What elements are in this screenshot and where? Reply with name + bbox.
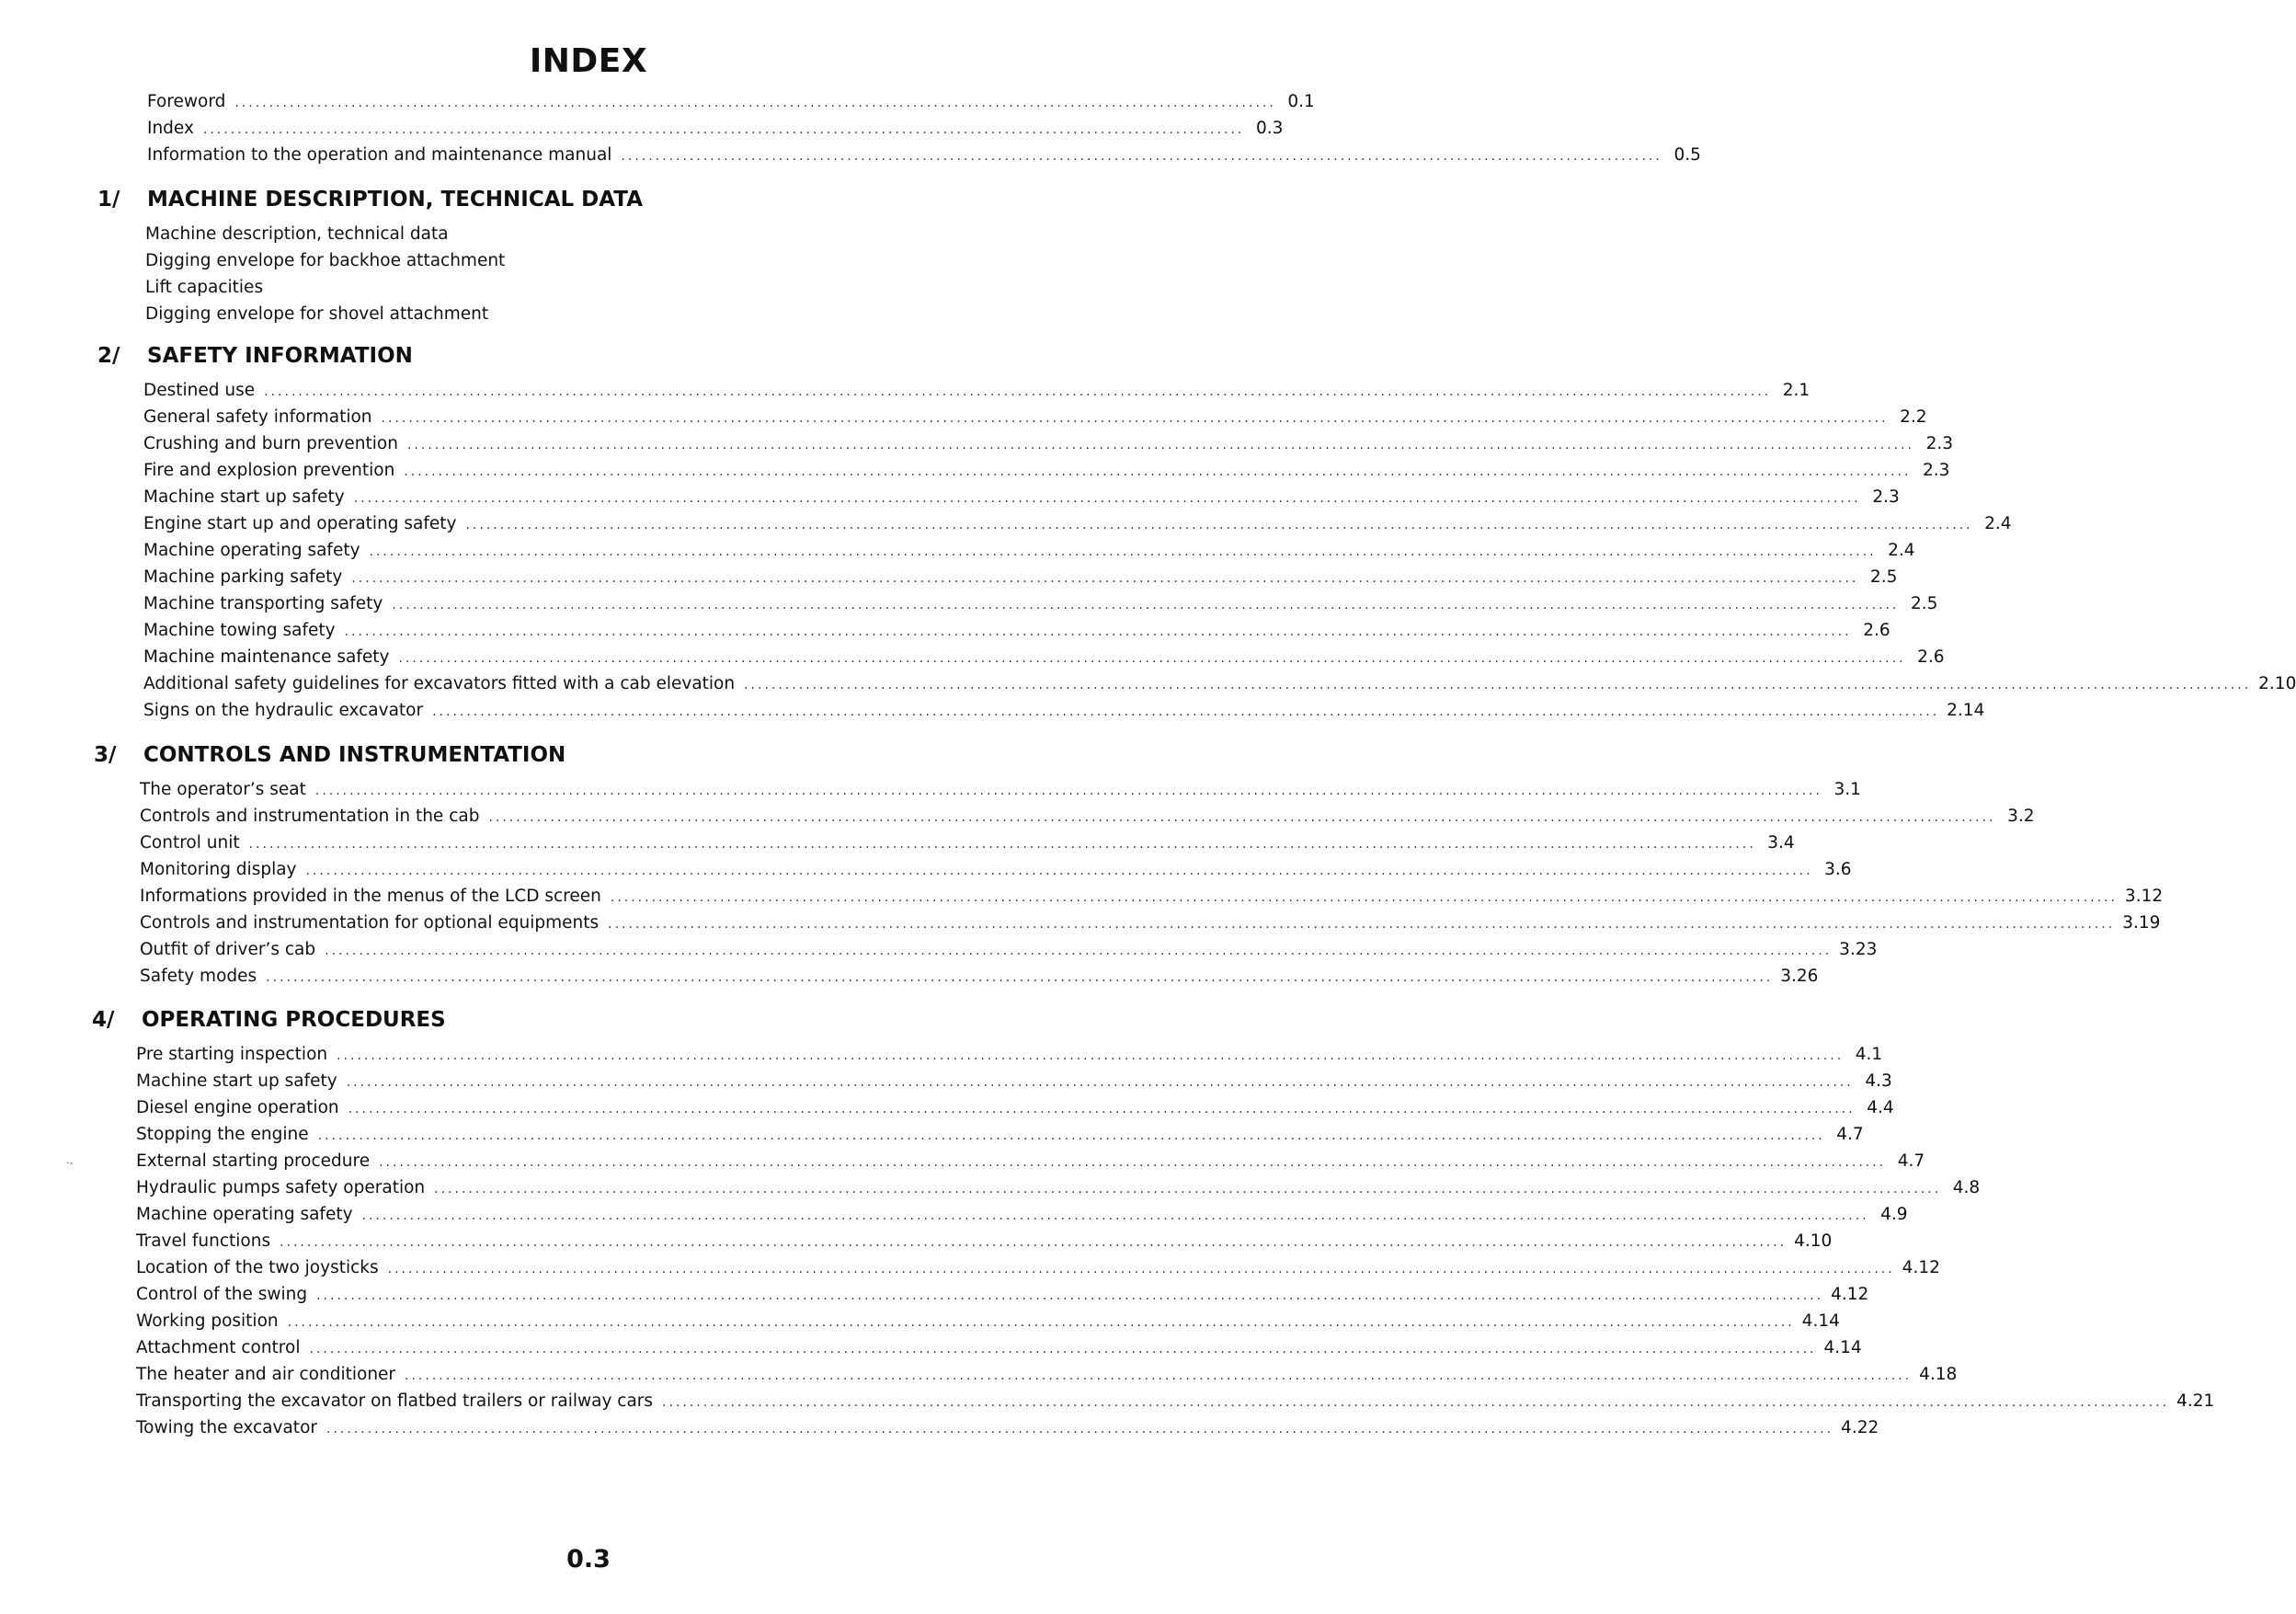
- toc-entry[interactable]: [147, 92, 1315, 119]
- toc-entry[interactable]: [136, 1098, 1894, 1125]
- toc-entry-label: Machine maintenance safety: [143, 647, 390, 667]
- toc-entry-page: 4.7: [1897, 1151, 1925, 1171]
- toc-entry-label: Engine start up and operating safety: [143, 514, 457, 533]
- dot-leader: ............................................................................................................................................................................................................................: [344, 624, 1852, 639]
- toc-entry[interactable]: [143, 381, 1811, 407]
- toc-entry-label: Lift capacities: [145, 278, 264, 297]
- toc-entry-label: Machine description, technical data: [145, 224, 449, 244]
- section-heading: [97, 344, 413, 368]
- toc-entry-page: 2.4: [1984, 514, 2012, 533]
- toc-entry-page: 4.4: [1867, 1098, 1894, 1117]
- dot-leader: ............................................................................................................................................................................................................................: [434, 1182, 1942, 1196]
- toc-entry-label: Crushing and burn prevention: [143, 434, 398, 453]
- section-list[interactable]: [136, 1045, 2215, 1445]
- toc-entry[interactable]: [136, 1258, 1940, 1285]
- toc-entry-page: 3.4: [1767, 833, 1795, 853]
- toc-entry[interactable]: [143, 487, 1900, 514]
- section-number: 3/: [94, 743, 117, 767]
- dot-leader: ............................................................................................................................................................................................................................: [662, 1395, 2170, 1410]
- toc-entry-label: Towing the excavator: [136, 1418, 317, 1437]
- toc-entry[interactable]: [140, 967, 1819, 993]
- toc-entry-page: 2.1: [1782, 381, 1811, 400]
- toc-entry-page: 2.3: [1922, 461, 1950, 480]
- dot-leader: ............................................................................................................................................................................................................................: [398, 651, 1906, 666]
- toc-entry-label: Pre starting inspection: [136, 1045, 328, 1064]
- dot-leader: ........................................................................................................................................................: [621, 149, 1662, 164]
- dot-leader: ........................................................................................................................................................: [234, 96, 1276, 110]
- toc-entry-page: 4.7: [1836, 1125, 1864, 1144]
- dot-leader: ............................................................................................................................................................................................................................: [316, 1288, 1824, 1303]
- section-list: [145, 224, 1070, 331]
- toc-entry-label: The operator’s seat: [140, 780, 306, 799]
- toc-entry-label: Machine parking safety: [143, 567, 343, 587]
- toc-entry-label: Attachment control: [136, 1338, 301, 1357]
- toc-entry-label: Safety modes: [140, 967, 257, 986]
- toc-entry-label: Additional safety guidelines for excavators fitted with a cab elevation: [143, 674, 736, 693]
- dot-leader: ............................................................................................................................................................................................................................: [305, 864, 1813, 878]
- dot-leader: ............................................................................................................................................................................................................................: [309, 1342, 1817, 1356]
- toc-entry-page: 4.8: [1952, 1178, 1981, 1197]
- dot-leader: ............................................................................................................................................................................................................................: [465, 518, 1973, 532]
- toc-entry-label: Monitoring display: [140, 860, 297, 879]
- toc-entry[interactable]: [136, 1285, 1869, 1311]
- toc-entry-page: 3.1: [1833, 780, 1861, 799]
- dot-leader: ............................................................................................................................................................................................................................: [608, 917, 2116, 932]
- toc-entry-label: Hydraulic pumps safety operation: [136, 1178, 426, 1197]
- toc-entry-label: Machine start up safety: [143, 487, 345, 507]
- dot-leader: ............................................................................................................................................................................................................................: [287, 1315, 1795, 1330]
- toc-entry[interactable]: [136, 1338, 1862, 1365]
- section-title: MACHINE DESCRIPTION, TECHNICAL DATA: [147, 188, 643, 212]
- dot-leader: ............................................................................................................................................................................................................................: [369, 544, 1877, 559]
- toc-entry-page: 2.3: [1925, 434, 1954, 453]
- toc-entry[interactable]: [136, 1125, 1864, 1151]
- toc-entry-label: Outfit of driver’s cab: [140, 940, 316, 959]
- toc-entry-label: Transporting the excavator on flatbed trailers or railway cars: [136, 1391, 654, 1411]
- toc-entry-page: 3.23: [1839, 940, 1878, 959]
- toc-entry[interactable]: [143, 461, 1950, 487]
- toc-entry-page: 2.3: [1872, 487, 1900, 507]
- toc-entry[interactable]: [143, 434, 1954, 461]
- toc-entry-label: Travel functions: [136, 1231, 271, 1251]
- toc-entry[interactable]: [147, 119, 1284, 145]
- dot-leader: ............................................................................................................................................................................................................................: [432, 704, 1940, 719]
- toc-entry-label: Informations provided in the menus of the LCD screen: [140, 887, 601, 906]
- section-heading: [92, 1008, 446, 1032]
- toc-entry[interactable]: [143, 407, 1927, 434]
- toc-entry-page: 4.18: [1919, 1365, 1958, 1384]
- toc-entry-page: 4.1: [1855, 1045, 1883, 1064]
- dot-leader: ............................................................................................................................................................................................................................: [317, 1128, 1825, 1143]
- toc-entry-label: General safety information: [143, 407, 372, 427]
- toc-entry-label: Machine operating safety: [136, 1205, 353, 1224]
- dot-leader: ............................................................................................................................................................................................................................: [326, 1422, 1834, 1437]
- toc-entry-page: 4.9: [1880, 1205, 1908, 1224]
- toc-entry[interactable]: [145, 304, 1070, 331]
- front-matter-list: [147, 92, 1701, 172]
- toc-entry[interactable]: [143, 621, 1890, 647]
- toc-entry[interactable]: [143, 701, 1985, 727]
- page-title: INDEX: [529, 42, 648, 80]
- toc-entry[interactable]: [136, 1071, 1892, 1098]
- toc-entry-label: Fire and explosion prevention: [143, 461, 395, 480]
- dot-leader: ............................................................................................................................................................................................................................: [488, 810, 1996, 825]
- dot-leader: ............................................................................................................................................................................................................................: [744, 678, 2252, 693]
- toc-entry[interactable]: [136, 1231, 1833, 1258]
- dot-leader: ............................................................................................................................................................................................................................: [361, 1208, 1869, 1223]
- toc-entry[interactable]: [145, 251, 1070, 278]
- section-list[interactable]: [140, 780, 2164, 993]
- toc-entry-page: 4.10: [1794, 1231, 1833, 1251]
- toc-entry-label: Information to the operation and maintenance manual: [147, 145, 612, 165]
- section-title: OPERATING PROCEDURES: [142, 1008, 446, 1032]
- toc-entry[interactable]: [147, 145, 1701, 172]
- dot-leader: ............................................................................................................................................................................................................................: [314, 784, 1822, 798]
- toc-entry-page: 4.14: [1823, 1338, 1862, 1357]
- dot-leader: ............................................................................................................................................................................................................................: [348, 1102, 1856, 1116]
- toc-entry[interactable]: [136, 1418, 1879, 1445]
- dot-leader: ............................................................................................................................................................................................................................: [266, 970, 1774, 985]
- toc-entry[interactable]: [145, 278, 1070, 304]
- section-title: CONTROLS AND INSTRUMENTATION: [143, 743, 566, 767]
- toc-entry-label: Controls and instrumentation for optional equipments: [140, 913, 600, 933]
- section-title: SAFETY INFORMATION: [147, 344, 413, 368]
- dot-leader: ........................................................................................................................................................: [202, 122, 1245, 137]
- toc-entry[interactable]: [136, 1205, 1908, 1231]
- dot-leader: ............................................................................................................................................................................................................................: [379, 1155, 1887, 1170]
- toc-entry[interactable]: [136, 1151, 1925, 1178]
- toc-entry-page: 3.19: [2122, 913, 2161, 933]
- toc-entry-page: 2.2: [1900, 407, 1927, 427]
- dot-leader: ............................................................................................................................................................................................................................: [337, 1048, 1845, 1063]
- dot-leader: ............................................................................................................................................................................................................................: [610, 890, 2118, 905]
- toc-entry[interactable]: [143, 541, 1915, 567]
- toc-entry[interactable]: [143, 594, 1938, 621]
- section-heading: [97, 188, 643, 212]
- toc-entry-page: 2.10: [2258, 674, 2296, 693]
- toc-entry-page: 2.4: [1888, 541, 1915, 560]
- toc-entry-label: Machine start up safety: [136, 1071, 337, 1091]
- dot-leader: ............................................................................................................................................................................................................................: [346, 1075, 1854, 1090]
- toc-entry-page: 2.6: [1863, 621, 1890, 640]
- toc-entry-label: Location of the two joysticks: [136, 1258, 379, 1277]
- toc-entry-page: 2.5: [1911, 594, 1938, 613]
- toc-entry-label: Machine operating safety: [143, 541, 360, 560]
- toc-entry[interactable]: [143, 567, 1898, 594]
- toc-entry[interactable]: [136, 1365, 1958, 1391]
- toc-entry-page: 4.22: [1841, 1418, 1879, 1437]
- toc-entry-page: 0.5: [1673, 145, 1701, 165]
- toc-entry-label: Controls and instrumentation in the cab: [140, 807, 480, 826]
- dot-leader: ............................................................................................................................................................................................................................: [353, 491, 1861, 506]
- toc-entry[interactable]: [136, 1391, 2215, 1418]
- toc-entry[interactable]: [136, 1311, 1840, 1338]
- page-number: 0.3: [566, 1545, 611, 1574]
- toc-entry[interactable]: [143, 674, 2296, 701]
- toc-entry-label: Machine towing safety: [143, 621, 336, 640]
- toc-entry[interactable]: [140, 940, 1878, 967]
- toc-entry[interactable]: [143, 647, 1945, 674]
- toc-entry-page: 3.6: [1824, 860, 1852, 879]
- dot-leader: ............................................................................................................................................................................................................................: [325, 944, 1833, 958]
- toc-entry-label: Stopping the engine: [136, 1125, 309, 1144]
- toc-entry[interactable]: [140, 807, 2035, 833]
- toc-entry-page: 4.12: [1831, 1285, 1869, 1304]
- toc-entry[interactable]: [140, 887, 2164, 913]
- dot-leader: ............................................................................................................................................................................................................................: [248, 837, 1756, 852]
- toc-entry-label: Control unit: [140, 833, 240, 853]
- stray-mark: ·-: [66, 1157, 74, 1169]
- toc-entry-page: 3.26: [1780, 967, 1819, 986]
- dot-leader: ............................................................................................................................................................................................................................: [264, 384, 1772, 399]
- dot-leader: ............................................................................................................................................................................................................................: [387, 1262, 1895, 1276]
- section-heading: [94, 743, 565, 767]
- toc-entry-label: Control of the swing: [136, 1285, 308, 1304]
- section-number: 1/: [97, 188, 120, 212]
- toc-entry[interactable]: [143, 514, 2012, 541]
- toc-entry-label: Digging envelope for backhoe attachment: [145, 251, 506, 270]
- toc-entry-label: Foreword: [147, 92, 226, 111]
- toc-entry-label: Signs on the hydraulic excavator: [143, 701, 424, 720]
- section-number: 4/: [92, 1008, 115, 1032]
- toc-entry-label: Index: [147, 119, 194, 138]
- dot-leader: ............................................................................................................................................................................................................................: [381, 411, 1889, 426]
- toc-entry-label: Working position: [136, 1311, 279, 1331]
- toc-entry-page: 4.12: [1902, 1258, 1940, 1277]
- dot-leader: ............................................................................................................................................................................................................................: [404, 464, 1912, 479]
- toc-entry-page: 2.14: [1947, 701, 1985, 720]
- toc-entry-label: Diesel engine operation: [136, 1098, 339, 1117]
- toc-entry-page: 4.21: [2176, 1391, 2215, 1411]
- dot-leader: ............................................................................................................................................................................................................................: [405, 1368, 1913, 1383]
- toc-entry[interactable]: [140, 860, 1852, 887]
- toc-entry[interactable]: [140, 913, 2161, 940]
- dot-leader: ............................................................................................................................................................................................................................: [406, 438, 1915, 452]
- dot-leader: ............................................................................................................................................................................................................................: [351, 571, 1859, 586]
- toc-entry-label: Machine transporting safety: [143, 594, 383, 613]
- toc-entry-page: 2.5: [1869, 567, 1898, 587]
- toc-entry-page: 4.14: [1801, 1311, 1840, 1331]
- toc-entry[interactable]: [140, 780, 1861, 807]
- toc-entry-label: Destined use: [143, 381, 256, 400]
- toc-entry-page: 0.3: [1255, 119, 1284, 138]
- toc-entry[interactable]: [136, 1178, 1981, 1205]
- section-number: 2/: [97, 344, 120, 368]
- toc-entry-page: 4.3: [1865, 1071, 1892, 1091]
- toc-entry[interactable]: [136, 1045, 1883, 1071]
- toc-entry-label: External starting procedure: [136, 1151, 371, 1171]
- toc-entry-page: 3.12: [2124, 887, 2164, 906]
- dot-leader: ............................................................................................................................................................................................................................: [280, 1235, 1788, 1250]
- section-list[interactable]: [143, 381, 2296, 727]
- toc-entry-label: Digging envelope for shovel attachment: [145, 304, 489, 324]
- toc-entry-page: 0.1: [1287, 92, 1315, 111]
- toc-entry-page: 2.6: [1917, 647, 1945, 667]
- toc-entry[interactable]: [140, 833, 1795, 860]
- toc-entry[interactable]: [145, 224, 1070, 251]
- dot-leader: ............................................................................................................................................................................................................................: [392, 598, 1900, 612]
- toc-entry-page: 3.2: [2007, 807, 2035, 826]
- toc-entry-label: The heater and air conditioner: [136, 1365, 396, 1384]
